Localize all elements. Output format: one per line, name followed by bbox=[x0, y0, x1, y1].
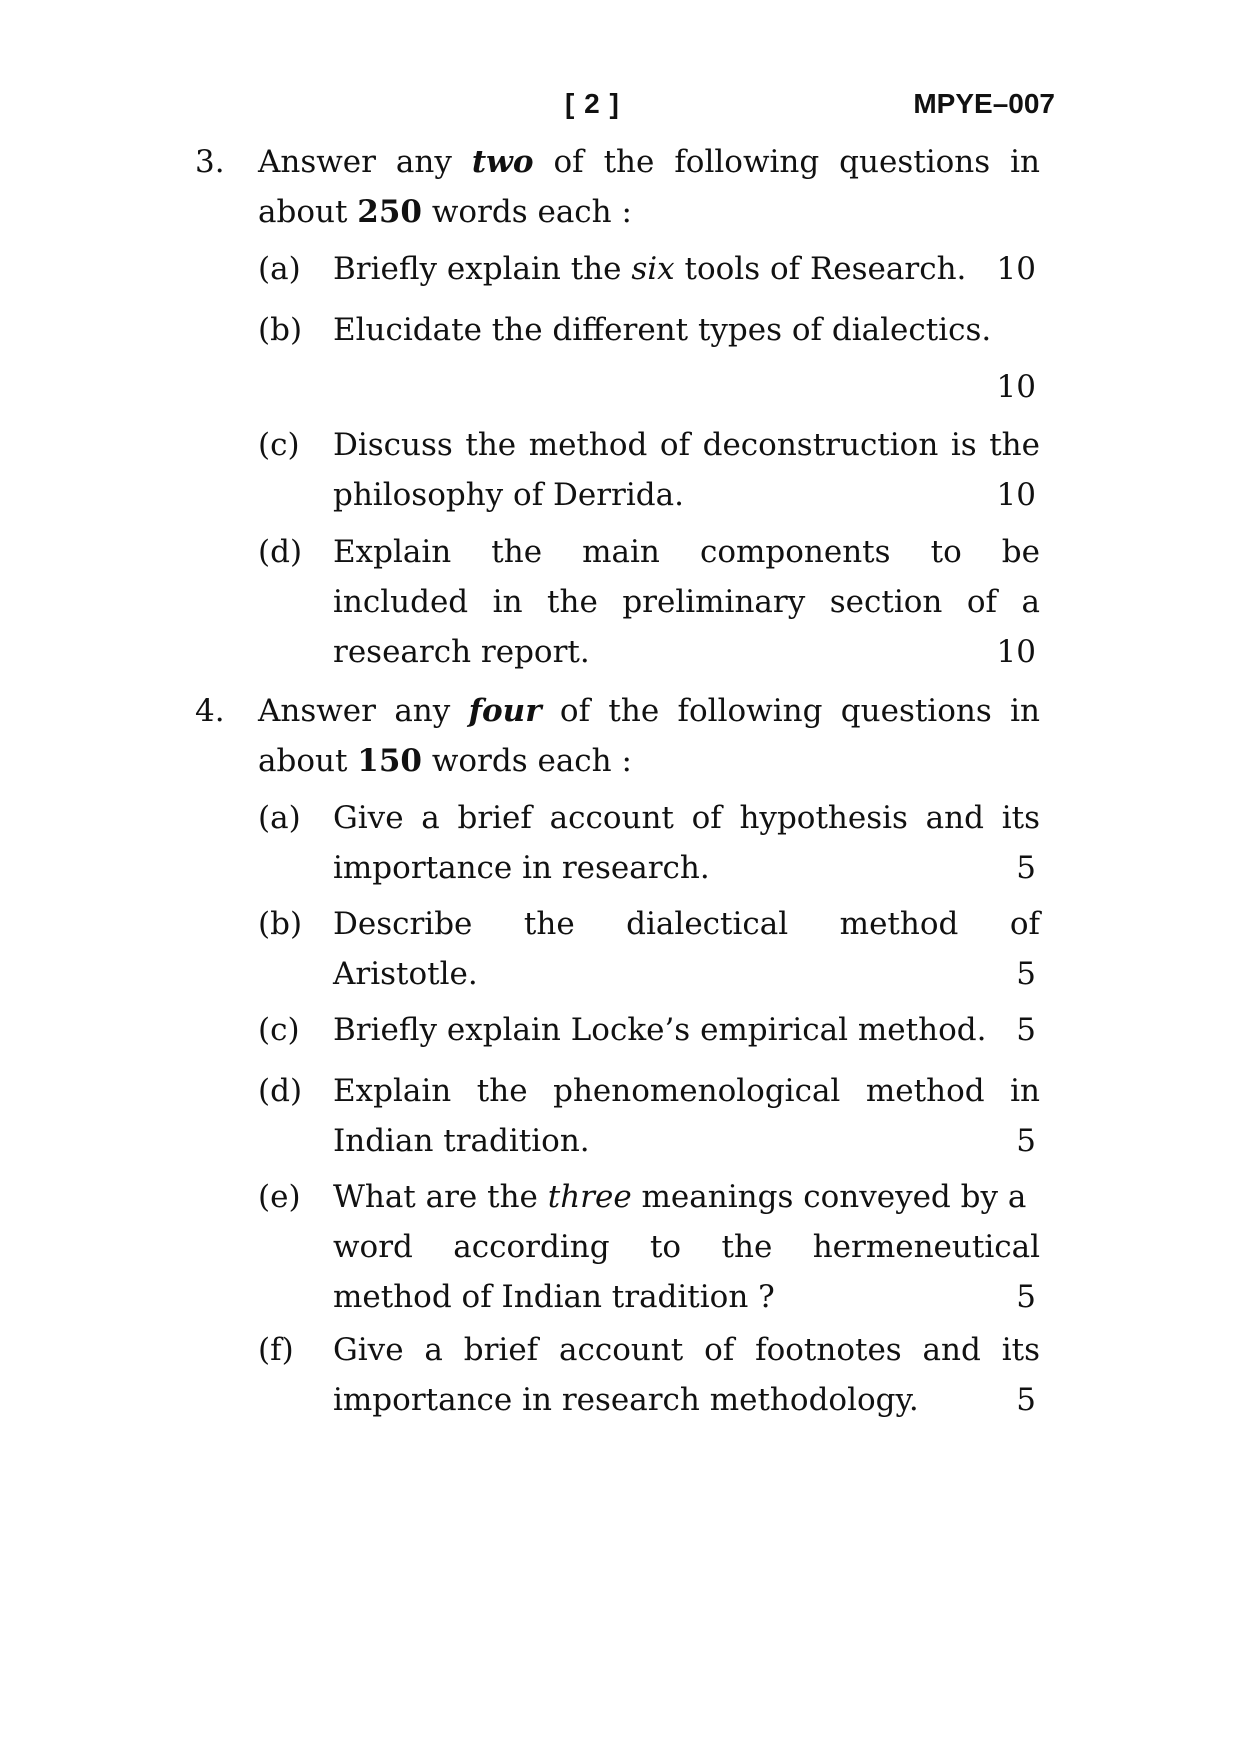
q4-item-b-label: (b) bbox=[258, 906, 303, 942]
question-3-instruction: Answer any two of the following questions in about 250 words each : bbox=[258, 144, 1040, 230]
q4-item-a-marks: 5 bbox=[1016, 850, 1036, 886]
question-4-count-emphasis: four bbox=[468, 693, 542, 729]
q4-item-b: Describe the dialectical method of Aristotle. 5 bbox=[333, 899, 1040, 999]
q4-item-a: Give a brief account of hypothesis and its importance in research. 5 bbox=[333, 793, 1040, 893]
q4-item-d-marks: 5 bbox=[1016, 1123, 1036, 1159]
page-number: [ 2 ] bbox=[565, 88, 620, 119]
q4-item-a-label: (a) bbox=[258, 800, 301, 836]
question-3-number: 3. bbox=[195, 144, 225, 180]
q4-item-d-label: (d) bbox=[258, 1073, 303, 1109]
q4-item-e: What are the three meanings conveyed by a word according to the hermeneutical method of Indian tradition ? 5 bbox=[333, 1172, 1040, 1322]
question-4-word-limit: 150 bbox=[357, 743, 422, 779]
q4-item-b-marks: 5 bbox=[1016, 956, 1036, 992]
paper-code: MPYE–007 bbox=[913, 88, 1055, 119]
q3-item-a-marks: 10 bbox=[996, 251, 1036, 287]
question-4-instruction: Answer any four of the following questions in about 150 words each : bbox=[258, 693, 1040, 779]
q4-item-f: Give a brief account of footnotes and its importance in research methodology. 5 bbox=[333, 1325, 1040, 1425]
q3-item-c: Discuss the method of deconstruction is the philosophy of Derrida. 10 bbox=[333, 420, 1040, 520]
q3-item-d-label: (d) bbox=[258, 534, 303, 570]
q4-item-f-marks: 5 bbox=[1016, 1382, 1036, 1418]
q4-item-c: Briefly explain Locke’s empirical method. 5 bbox=[333, 1005, 1040, 1055]
q3-item-b-marks: 10 bbox=[996, 369, 1036, 405]
q3-item-b-label: (b) bbox=[258, 312, 303, 348]
q3-item-a-label: (a) bbox=[258, 251, 301, 287]
q3-item-c-label: (c) bbox=[258, 427, 300, 463]
q3-item-d-marks: 10 bbox=[996, 634, 1036, 670]
q4-item-e-label: (e) bbox=[258, 1179, 301, 1215]
q3-item-b: Elucidate the different types of dialectics. bbox=[333, 312, 992, 348]
q4-item-c-marks: 5 bbox=[1016, 1012, 1036, 1048]
question-3-word-limit: 250 bbox=[357, 194, 422, 230]
q3-item-a: Briefly explain the six tools of Research. 10 bbox=[333, 244, 1040, 294]
question-3-count-emphasis: two bbox=[471, 144, 534, 180]
q4-item-c-label: (c) bbox=[258, 1012, 300, 1048]
q4-item-e-marks: 5 bbox=[1016, 1279, 1036, 1315]
q4-item-f-label: (f) bbox=[258, 1332, 294, 1368]
q4-item-d: Explain the phenomenological method in Indian tradition. 5 bbox=[333, 1066, 1040, 1166]
q3-item-d: Explain the main components to be included in the preliminary section of a research report. 10 bbox=[333, 527, 1040, 677]
q3-item-c-marks: 10 bbox=[996, 477, 1036, 513]
question-4-number: 4. bbox=[195, 693, 225, 729]
